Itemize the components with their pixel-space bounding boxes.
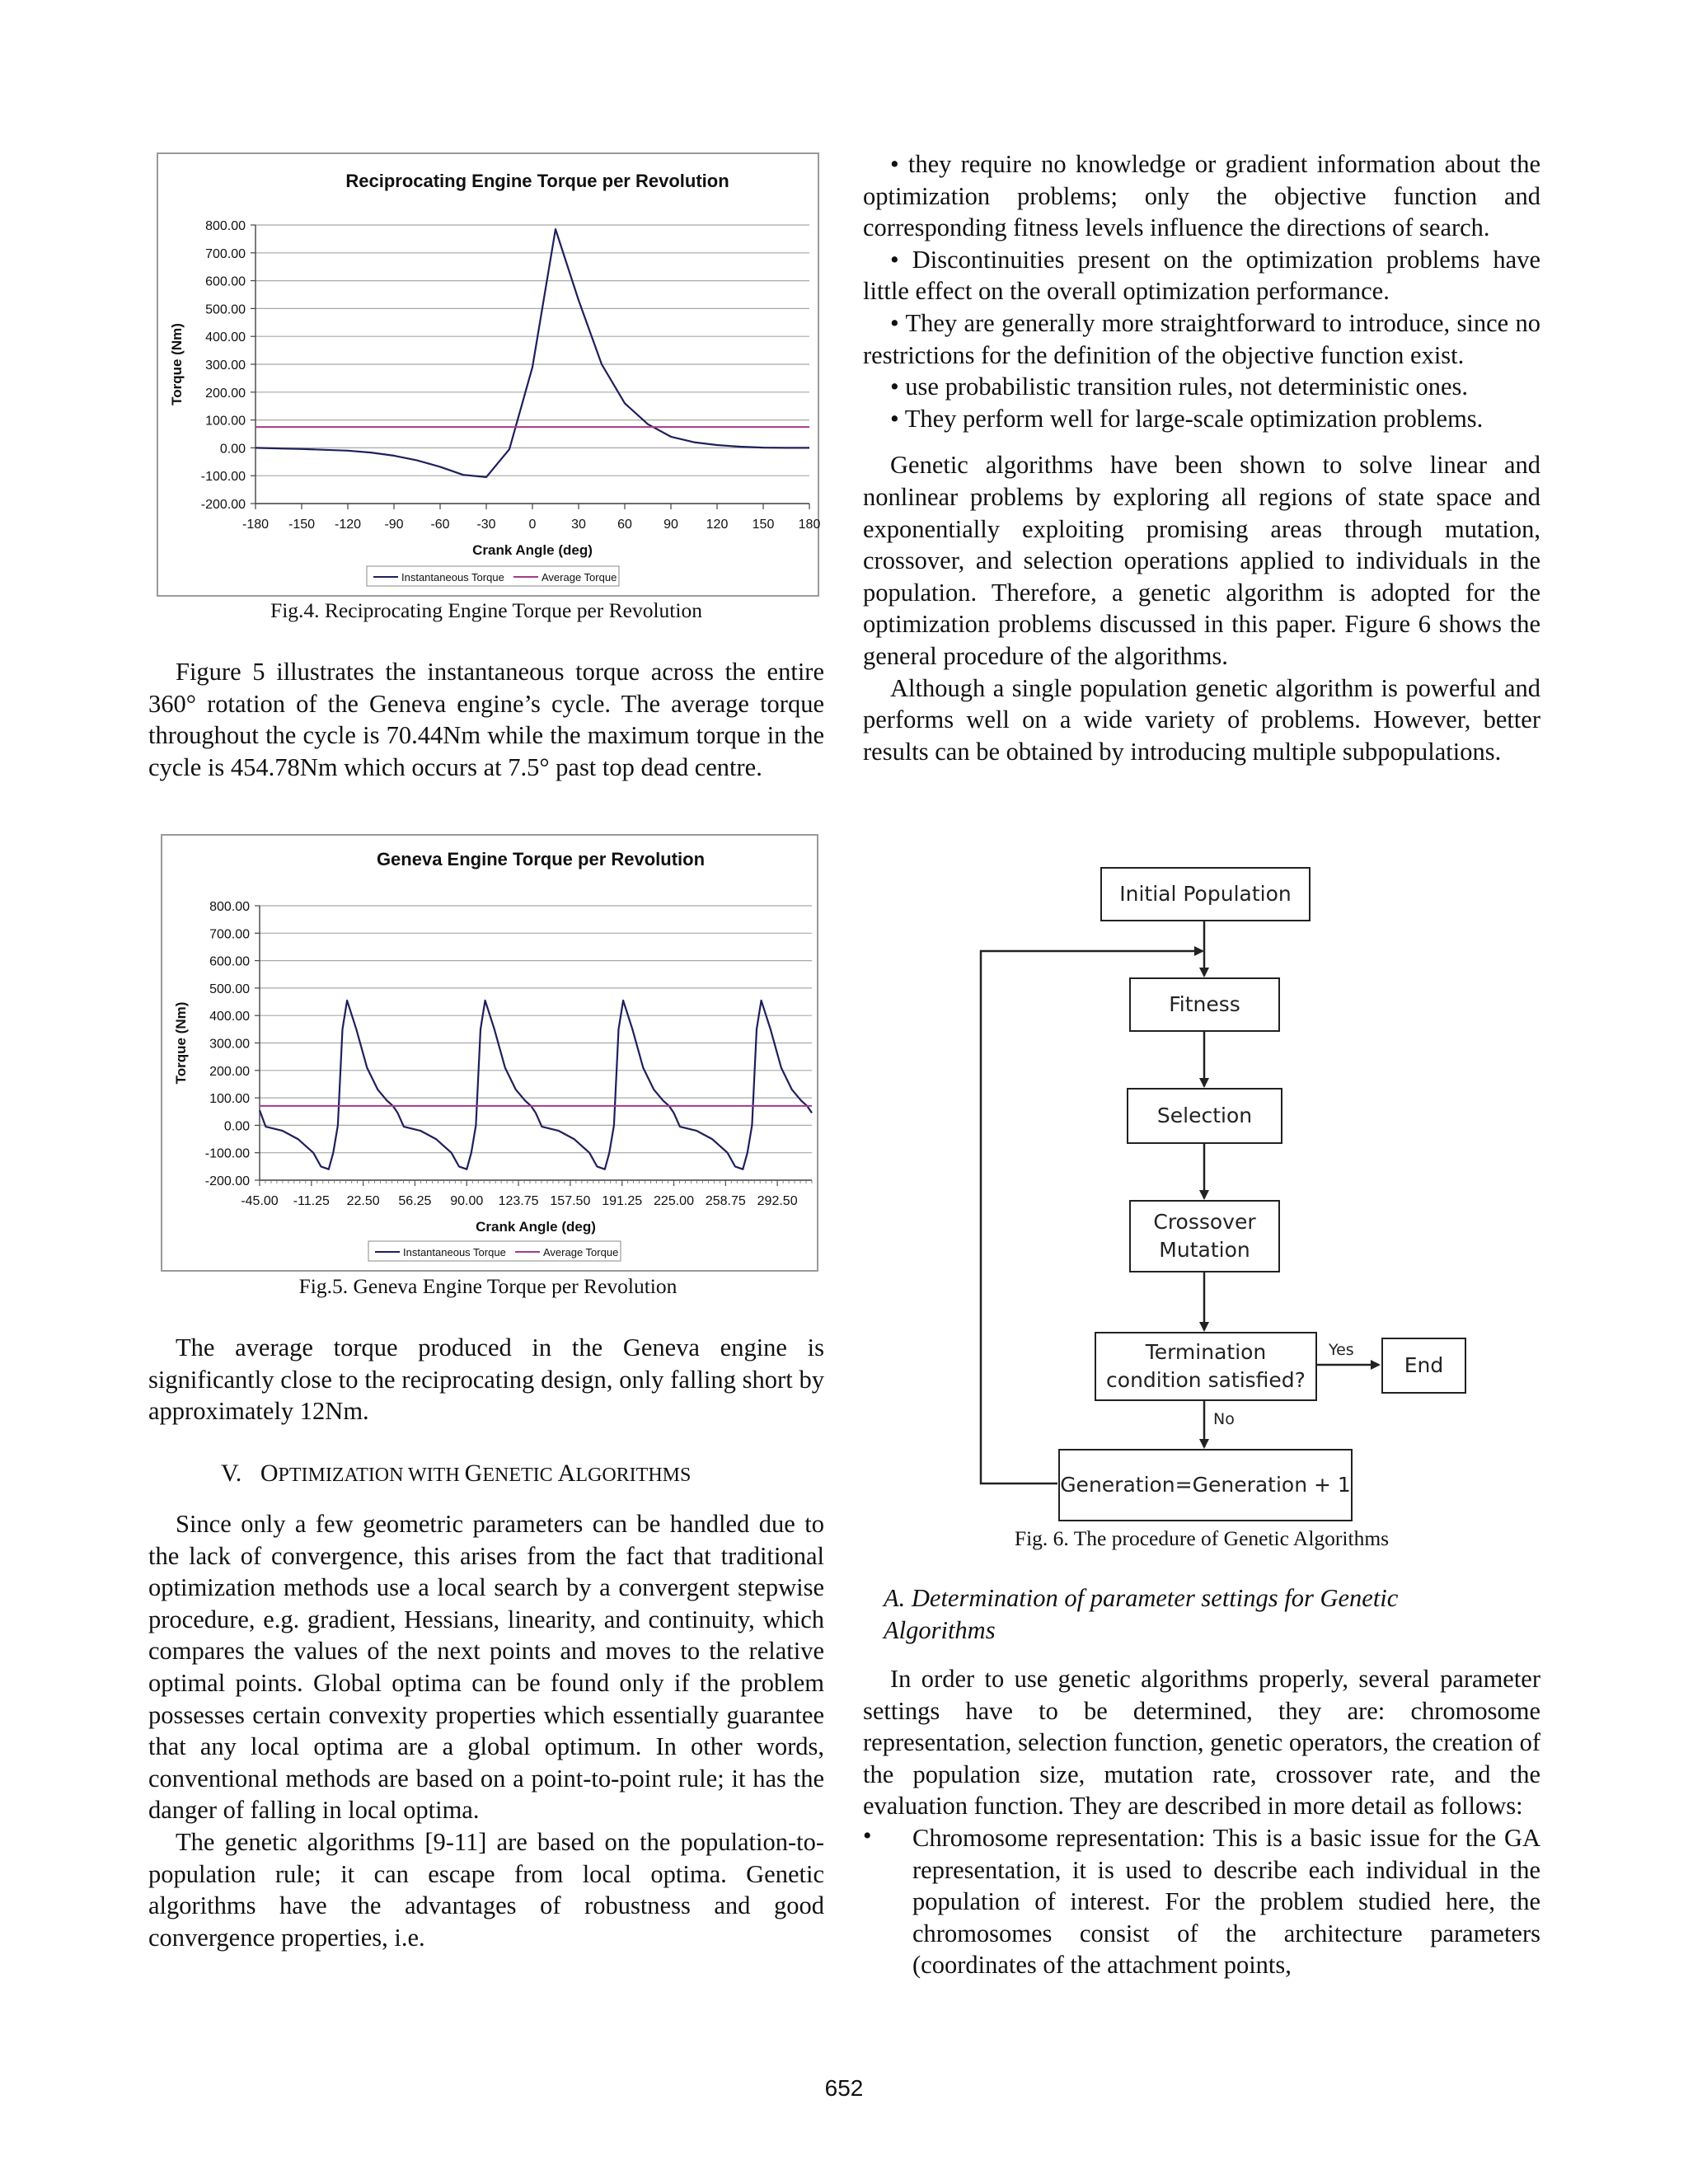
y-tick-label: 100.00 (209, 1092, 250, 1107)
y-tick-label: 400.00 (205, 330, 246, 345)
bullet-4: • use probabilistic transition rules, not deterministic ones. (890, 373, 1469, 401)
fig4-chart (158, 154, 821, 595)
y-tick-label: 600.00 (205, 274, 246, 289)
x-tick-label: 90 (663, 518, 678, 532)
section-heading-v (221, 1460, 691, 1488)
x-tick-label: 120 (706, 518, 729, 532)
y-tick-label: -200.00 (204, 1174, 250, 1188)
y-tick-label: 300.00 (205, 359, 246, 373)
y-tick-label: 500.00 (209, 982, 250, 996)
y-tick-label: 0.00 (219, 442, 246, 457)
list-bullet: • (863, 1821, 872, 1849)
y-tick-label: 600.00 (209, 954, 250, 969)
list-item-chromosome (863, 1822, 1540, 1981)
fig4-chart-frame (157, 152, 819, 597)
x-tick-label: -90 (384, 518, 404, 532)
para-since-text: Since only a few geometric parameters can be handled due to the lack of convergence, this arises from the fact that traditional optimization methods use a local search by a convergent stepwise procedure, e.g. gradient, Hessians, linearity, and continuity, which compares the values of the next points and moves to the relative optimal points. Global optima can be found only if the problem possesses certain convexity properties which essentially guarantee that any local optima are a global optimum. In other words, conventional methods are based on a point-to-point rule; it has the danger of falling in local optima. (148, 1510, 824, 1825)
x-tick-label: 90.00 (450, 1194, 484, 1208)
y-tick-label: 700.00 (209, 927, 250, 942)
x-tick-label: -60 (430, 518, 450, 532)
x-tick-label: 60 (617, 518, 632, 532)
x-axis-label: Crank Angle (deg) (472, 542, 593, 558)
x-tick-label: 292.50 (757, 1194, 798, 1208)
flowchart-crossover-mutation: Crossover Mutation (1129, 1200, 1280, 1272)
y-tick-label: -200.00 (200, 498, 246, 512)
y-tick-label: -100.00 (204, 1146, 250, 1161)
bullet-5: • They perform well for large-scale optimization problems. (890, 404, 1484, 433)
y-tick-label: 300.00 (209, 1037, 250, 1052)
x-tick-label: 123.75 (498, 1194, 539, 1208)
legend-label: Average Torque (542, 571, 617, 583)
flowchart-yes-label: Yes (1329, 1341, 1354, 1359)
legend-label: Instantaneous Torque (401, 571, 504, 583)
right-bottom-text (863, 1663, 1540, 1981)
y-tick-label: 400.00 (209, 1010, 250, 1024)
list-item-text: Chromosome representation: This is a basic issue for the GA representation, it is used to describe each individual in the population of interest. For the problem studied here, the chromosomes consist of the architecture parameters (coordinates of the attachment points, (912, 1823, 1540, 1980)
y-axis-label: Torque (Nm) (169, 323, 185, 405)
x-tick-label: 157.50 (550, 1194, 591, 1208)
flowchart-fitness: Fitness (1129, 977, 1280, 1032)
x-tick-label: 258.75 (705, 1194, 746, 1208)
x-tick-label: 191.25 (602, 1194, 643, 1208)
chart-title: Reciprocating Engine Torque per Revolution (345, 171, 729, 191)
subsection-a-heading: A. Determination of parameter settings for Genetic Algorithms (884, 1584, 1399, 1644)
flowchart-connectors (973, 865, 1500, 1500)
para-fig5-text: Figure 5 illustrates the instantaneous torque across the entire 360° rotation of the Geneva engine’s cycle. The average torque throughout the cycle is 70.44Nm while the maximum torque in the cycle is 454.78Nm which occurs at 7.5° past top dead centre. (148, 658, 824, 781)
para-avg-text: The average torque produced in the Geneva engine is significantly close to the reciprocating design, only falling short by approximately 12Nm. (148, 1333, 824, 1426)
bullet-1: • they require no knowledge or gradient information about the optimization problems; only the objective function and corresponding fitness levels influence the directions of search. (863, 150, 1540, 242)
x-tick-label: 180 (798, 518, 821, 532)
x-tick-label: -45.00 (241, 1194, 279, 1208)
x-axis-label: Crank Angle (deg) (476, 1219, 596, 1235)
legend-label: Average Torque (543, 1246, 619, 1258)
flowchart-generation: Generation=Generation + 1 (1058, 1449, 1353, 1521)
x-tick-label: -120 (334, 518, 362, 532)
para-although-text: Although a single population genetic algorithm is powerful and performs well on a wide variety of problems. However, better results can be obtained by introducing multiple subpopulations. (863, 673, 1540, 766)
flowchart-initial-population: Initial Population (1100, 867, 1311, 921)
fig5-chart-frame (161, 834, 818, 1272)
fig4-caption: Fig.4. Reciprocating Engine Torque per Revolution (270, 598, 702, 622)
y-tick-label: 100.00 (205, 414, 246, 429)
x-tick-label: 56.25 (398, 1194, 432, 1208)
bullet-2: • Discontinuities present on the optimization problems have little effect on the overall optimization performance. (863, 245, 1540, 306)
x-tick-label: -11.25 (293, 1194, 330, 1208)
section-number: V. (221, 1460, 242, 1487)
y-tick-label: 200.00 (205, 386, 246, 401)
fig5-caption: Fig.5. Geneva Engine Torque per Revolution (298, 1274, 678, 1298)
flowchart-end: End (1381, 1338, 1466, 1394)
fig5-chart (162, 836, 817, 1270)
x-tick-label: 225.00 (654, 1194, 694, 1208)
y-tick-label: 500.00 (205, 302, 246, 317)
page-number: 652 (824, 2075, 864, 2101)
bullet-3: • They are generally more straightforward to introduce, since no restrictions for the definition of the objective function exist. (863, 308, 1540, 369)
x-tick-label: 0 (528, 518, 537, 532)
section-title: OPTIMIZATION WITH GENETIC ALGORITHMS (260, 1460, 692, 1487)
para-avg (148, 1332, 824, 1427)
para-order-text: In order to use genetic algorithms properly, several parameter settings have to be determined, they are: chromosome representation, selection function, genetic operators, the creation of the population size, mutation rate, crossover rate, and the evaluation function. They are described in more detail as follows: (863, 1665, 1540, 1821)
x-tick-label: 150 (752, 518, 775, 532)
x-tick-label: -150 (288, 518, 316, 532)
para-genetic-text: The genetic algorithms [9-11] are based on the population-to-population rule; it can escape from local optima. Genetic algorithms have the advantages of robustness and good convergence properties, i.e. (148, 1827, 824, 1952)
para-shown-text: Genetic algorithms have been shown to solve linear and nonlinear problems by exploring all regions of state space and exponentially exploiting promising areas through mutation, crossover, and selection operations applied to individuals in the population. Therefore, a genetic algorithm is adopted for the optimization problems discussed in this paper. Figure 6 shows the general procedure of the algorithms. (863, 451, 1540, 670)
chart-title: Geneva Engine Torque per Revolution (376, 849, 706, 869)
x-tick-label: -180 (241, 518, 270, 532)
y-tick-label: 800.00 (209, 900, 250, 914)
left-body-end (148, 1508, 824, 1953)
flowchart-no-label: No (1213, 1410, 1235, 1428)
legend-label: Instantaneous Torque (403, 1246, 506, 1258)
y-tick-label: 200.00 (209, 1064, 250, 1079)
y-tick-label: 800.00 (205, 219, 246, 233)
right-top-text (863, 148, 1540, 767)
y-tick-label: 0.00 (223, 1119, 250, 1134)
x-tick-label: -30 (476, 518, 496, 532)
flowchart-selection: Selection (1127, 1088, 1282, 1144)
x-tick-label: 22.50 (346, 1194, 380, 1208)
fig6-caption: Fig. 6. The procedure of Genetic Algorithms (1014, 1526, 1390, 1550)
y-tick-label: -100.00 (200, 470, 246, 485)
flowchart-termination: Termination condition satisfied? (1095, 1332, 1317, 1401)
instantaneous-torque-line (256, 229, 809, 477)
y-axis-label: Torque (Nm) (173, 1001, 189, 1085)
para-fig5 (148, 656, 824, 783)
y-tick-label: 700.00 (205, 246, 246, 261)
instantaneous-torque-line (260, 1001, 812, 1169)
x-tick-label: 30 (571, 518, 586, 532)
